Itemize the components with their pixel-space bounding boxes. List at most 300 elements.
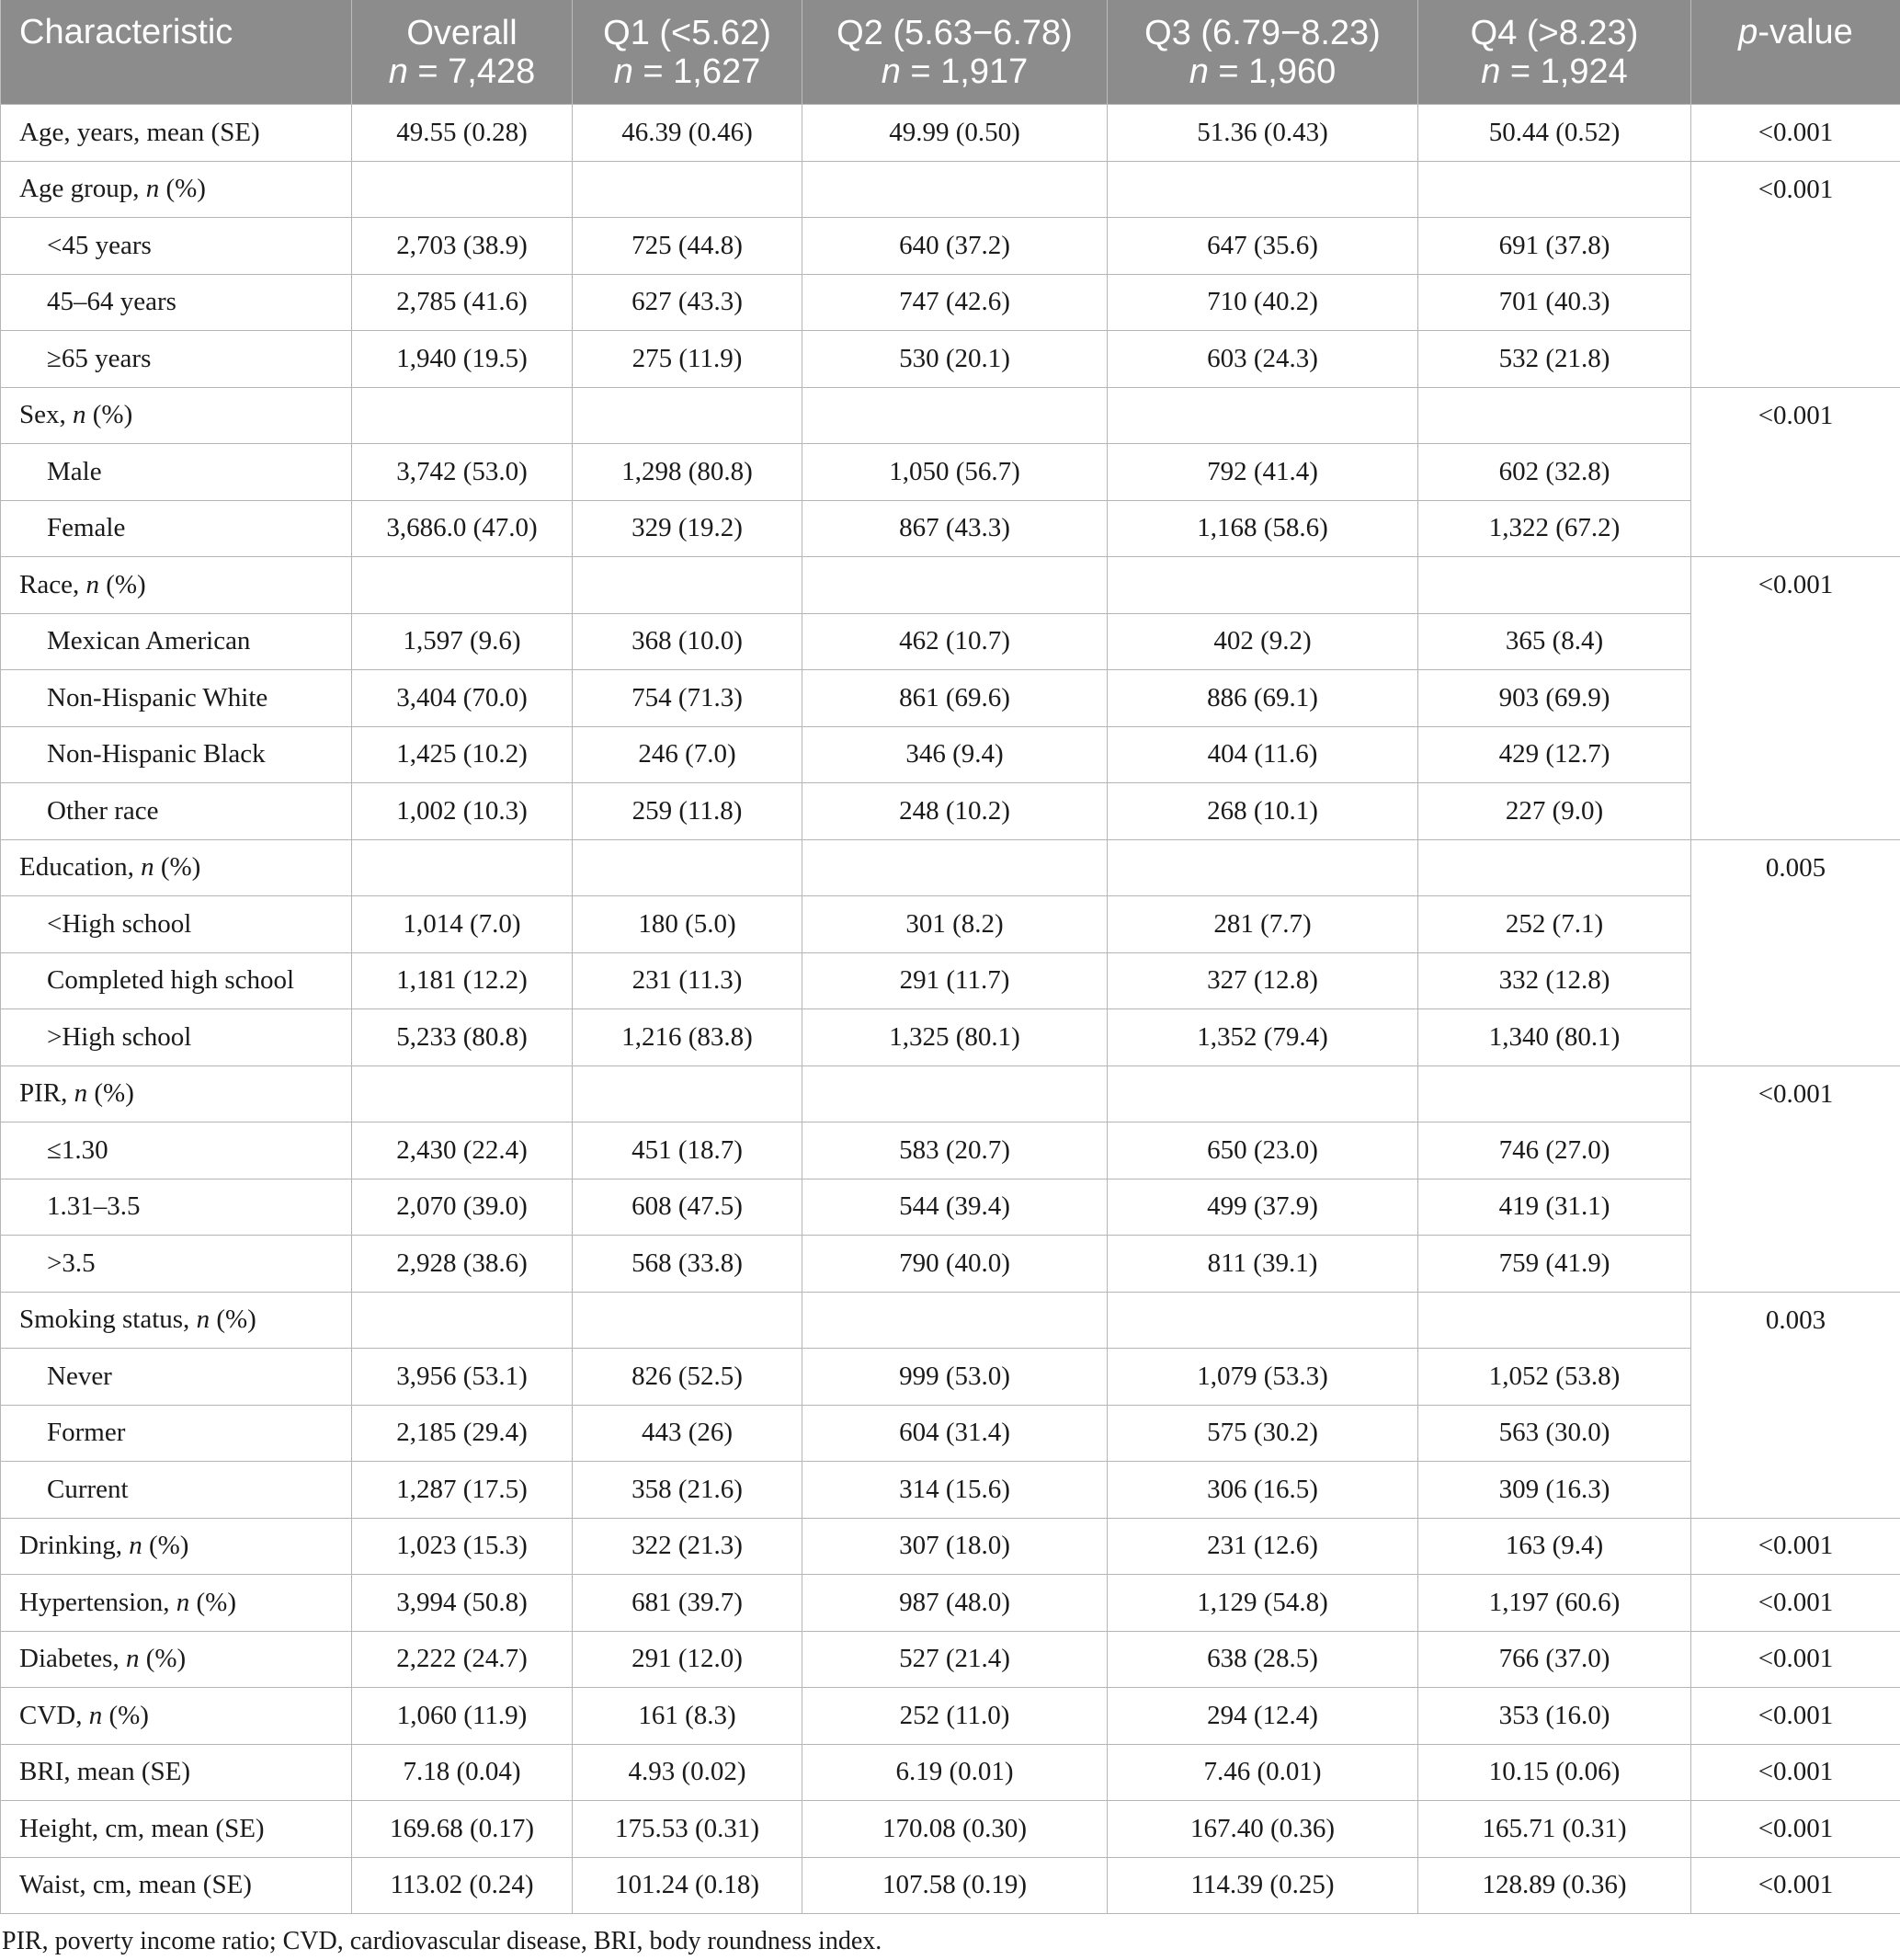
table-cell: 603 (24.3): [1108, 331, 1418, 388]
row-label: [1, 1292, 352, 1349]
row-label: [1, 1518, 352, 1575]
table-cell: [1418, 1065, 1691, 1122]
table-cell: 532 (21.8): [1418, 331, 1691, 388]
p-value-cell-empty: [1691, 670, 1900, 727]
row-label: [1, 557, 352, 614]
table-row: [1, 1236, 1900, 1293]
table-cell: 322 (21.3): [573, 1518, 802, 1575]
row-label-text: Current: [47, 1474, 129, 1504]
header-label: Characteristic: [19, 13, 233, 51]
sample-size-value: = 1,917: [910, 51, 1029, 91]
table-cell: 1,352 (79.4): [1108, 1009, 1418, 1066]
table-cell: 987 (48.0): [802, 1575, 1108, 1632]
table-cell: 3,686.0 (47.0): [352, 500, 573, 557]
sample-size-value: = 1,627: [643, 51, 761, 91]
row-label-text: 45–64 years: [47, 287, 176, 317]
table-cell: 353 (16.0): [1418, 1688, 1691, 1745]
table-cell: 1,129 (54.8): [1108, 1575, 1418, 1632]
n-symbol: n: [1189, 51, 1209, 91]
table-cell: 231 (12.6): [1108, 1518, 1418, 1575]
table-cell: 1,050 (56.7): [802, 444, 1108, 501]
table-cell: 301 (8.2): [802, 896, 1108, 953]
row-label: [1, 1179, 352, 1236]
table-cell: 180 (5.0): [573, 896, 802, 953]
table-row: [1, 896, 1900, 953]
row-label-suffix: (%): [102, 1700, 149, 1730]
table-row: [1, 783, 1900, 840]
table-row: [1, 1631, 1900, 1688]
table-cell: [802, 161, 1108, 218]
table-cell: 746 (27.0): [1418, 1122, 1691, 1179]
header-characteristic: [1, 0, 352, 105]
header-column-3: [802, 0, 1108, 105]
table-cell: 1,197 (60.6): [1418, 1575, 1691, 1632]
p-value-cell: <0.001: [1691, 161, 1900, 218]
table-cell: 167.40 (0.36): [1108, 1801, 1418, 1858]
row-label: [1, 726, 352, 783]
table-cell: 443 (26): [573, 1405, 802, 1462]
table-cell: 246 (7.0): [573, 726, 802, 783]
table-cell: 6.19 (0.01): [802, 1744, 1108, 1801]
table-cell: 259 (11.8): [573, 783, 802, 840]
table-cell: 766 (37.0): [1418, 1631, 1691, 1688]
table-cell: [1108, 387, 1418, 444]
table-cell: [1418, 1292, 1691, 1349]
table-cell: 1,216 (83.8): [573, 1009, 802, 1066]
p-value-cell: <0.001: [1691, 105, 1900, 162]
table-cell: 575 (30.2): [1108, 1405, 1418, 1462]
table-cell: [352, 387, 573, 444]
row-label-text: Height, cm, mean (SE): [19, 1813, 265, 1843]
p-value-cell-empty: [1691, 1462, 1900, 1519]
table-cell: [1418, 839, 1691, 896]
row-label-text: Male: [47, 456, 102, 486]
row-label: [1, 670, 352, 727]
p-value-cell-empty: [1691, 613, 1900, 670]
table-cell: 332 (12.8): [1418, 952, 1691, 1009]
p-value-cell: <0.001: [1691, 1631, 1900, 1688]
row-label-suffix: (%): [189, 1587, 236, 1617]
row-label-suffix: (%): [154, 852, 201, 883]
table-cell: 170.08 (0.30): [802, 1801, 1108, 1858]
table-cell: 306 (16.5): [1108, 1462, 1418, 1519]
table-cell: 51.36 (0.43): [1108, 105, 1418, 162]
row-label-text: >3.5: [47, 1248, 96, 1278]
row-label-text: Female: [47, 513, 126, 543]
p-value-cell-empty: [1691, 952, 1900, 1009]
row-label-suffix: (%): [139, 1644, 187, 1674]
row-label: [1, 613, 352, 670]
n-symbol: n: [145, 174, 160, 204]
n-symbol: n: [125, 1644, 140, 1674]
row-label-text: Hypertension,: [19, 1587, 176, 1617]
table-row: [1, 1857, 1900, 1914]
header-column-5: [1418, 0, 1691, 105]
n-symbol: n: [176, 1587, 190, 1617]
table-row: [1, 1122, 1900, 1179]
table-cell: 638 (28.5): [1108, 1631, 1418, 1688]
table-cell: 161 (8.3): [573, 1688, 802, 1745]
table-cell: 49.55 (0.28): [352, 105, 573, 162]
table-cell: 3,956 (53.1): [352, 1349, 573, 1406]
table-row: [1, 1575, 1900, 1632]
table-cell: [1108, 161, 1418, 218]
table-cell: 294 (12.4): [1108, 1688, 1418, 1745]
table-cell: 128.89 (0.36): [1418, 1857, 1691, 1914]
table-row: [1, 500, 1900, 557]
row-label: [1, 1009, 352, 1066]
row-label-text: CVD,: [19, 1700, 89, 1730]
table-cell: 7.18 (0.04): [352, 1744, 573, 1801]
table-cell: 291 (12.0): [573, 1631, 802, 1688]
p-value-cell-empty: [1691, 1179, 1900, 1236]
table-cell: 3,742 (53.0): [352, 444, 573, 501]
table-cell: 2,785 (41.6): [352, 274, 573, 331]
table-cell: [802, 387, 1108, 444]
p-value-cell-empty: [1691, 331, 1900, 388]
table-cell: 530 (20.1): [802, 331, 1108, 388]
table-cell: [1108, 557, 1418, 614]
table-cell: 4.93 (0.02): [573, 1744, 802, 1801]
table-footnote: PIR, poverty income ratio; CVD, cardiovascular disease, BRI, body roundness index.: [2, 1927, 882, 1955]
table-row: [1, 1292, 1900, 1349]
row-label-text: Never: [47, 1361, 112, 1391]
table-cell: 2,703 (38.9): [352, 218, 573, 275]
table-row: [1, 1801, 1900, 1858]
table-cell: 647 (35.6): [1108, 218, 1418, 275]
table-cell: 754 (71.3): [573, 670, 802, 727]
table-cell: 583 (20.7): [802, 1122, 1108, 1179]
row-label-text: Former: [47, 1418, 126, 1448]
table-cell: 790 (40.0): [802, 1236, 1108, 1293]
table-cell: 2,928 (38.6): [352, 1236, 573, 1293]
table-cell: [802, 557, 1108, 614]
table-cell: 1,597 (9.6): [352, 613, 573, 670]
table-cell: 1,052 (53.8): [1418, 1349, 1691, 1406]
row-label-text: ≤1.30: [47, 1134, 108, 1165]
row-label: [1, 1405, 352, 1462]
table-cell: 691 (37.8): [1418, 218, 1691, 275]
header-label: Q1 (<5.62): [603, 13, 771, 52]
table-row: [1, 1462, 1900, 1519]
row-label-suffix: (%): [87, 1078, 134, 1109]
n-symbol: n: [613, 51, 633, 91]
table-cell: [573, 839, 802, 896]
table-cell: 826 (52.5): [573, 1349, 802, 1406]
p-value-cell-empty: [1691, 274, 1900, 331]
table-row: [1, 105, 1900, 162]
table-cell: [573, 1065, 802, 1122]
row-label: [1, 1575, 352, 1632]
table-cell: 725 (44.8): [573, 218, 802, 275]
p-value-cell-empty: [1691, 1122, 1900, 1179]
table-cell: 1,079 (53.3): [1108, 1349, 1418, 1406]
header-sample-size: [1108, 52, 1417, 91]
row-label-text: Waist, cm, mean (SE): [19, 1870, 252, 1900]
header-sample-size: [573, 52, 802, 91]
table-cell: 462 (10.7): [802, 613, 1108, 670]
table-cell: 1,287 (17.5): [352, 1462, 573, 1519]
table-row: [1, 331, 1900, 388]
n-symbol: n: [73, 400, 86, 430]
table-cell: 368 (10.0): [573, 613, 802, 670]
table-cell: 46.39 (0.46): [573, 105, 802, 162]
table-cell: 281 (7.7): [1108, 896, 1418, 953]
row-label-suffix: (%): [142, 1531, 189, 1561]
table-cell: 627 (43.3): [573, 274, 802, 331]
header-label: Q3 (6.79−8.23): [1144, 13, 1381, 52]
table-cell: 527 (21.4): [802, 1631, 1108, 1688]
table-cell: 165.71 (0.31): [1418, 1801, 1691, 1858]
row-label-text: <High school: [47, 908, 192, 939]
table-row: [1, 274, 1900, 331]
table-cell: 568 (33.8): [573, 1236, 802, 1293]
p-value-cell-empty: [1691, 1236, 1900, 1293]
table-cell: [802, 1065, 1108, 1122]
table-row: [1, 444, 1900, 501]
row-label: [1, 1688, 352, 1745]
table-row: [1, 1349, 1900, 1406]
row-label: [1, 105, 352, 162]
table-cell: 608 (47.5): [573, 1179, 802, 1236]
table-row: [1, 952, 1900, 1009]
table-row: [1, 161, 1900, 218]
row-label: [1, 783, 352, 840]
table-cell: 1,002 (10.3): [352, 783, 573, 840]
n-symbol: n: [141, 852, 154, 883]
n-symbol: n: [88, 1700, 103, 1730]
table-cell: [352, 557, 573, 614]
table-cell: 861 (69.6): [802, 670, 1108, 727]
row-label: [1, 952, 352, 1009]
table-cell: 163 (9.4): [1418, 1518, 1691, 1575]
table-cell: 1,168 (58.6): [1108, 500, 1418, 557]
table-cell: 365 (8.4): [1418, 613, 1691, 670]
table-cell: 2,070 (39.0): [352, 1179, 573, 1236]
row-label: [1, 1349, 352, 1406]
p-value-cell-empty: [1691, 444, 1900, 501]
row-label: [1, 1236, 352, 1293]
row-label-text: Sex,: [19, 400, 73, 430]
table-cell: 175.53 (0.31): [573, 1801, 802, 1858]
table-cell: 710 (40.2): [1108, 274, 1418, 331]
table-cell: 358 (21.6): [573, 1462, 802, 1519]
table-cell: 114.39 (0.25): [1108, 1857, 1418, 1914]
table-cell: 7.46 (0.01): [1108, 1744, 1418, 1801]
p-value-cell-empty: [1691, 726, 1900, 783]
table-cell: 307 (18.0): [802, 1518, 1108, 1575]
row-label-text: Drinking,: [19, 1531, 130, 1561]
table-row: [1, 1009, 1900, 1066]
table-cell: [573, 161, 802, 218]
sample-size-value: = 7,428: [417, 51, 536, 91]
row-label: [1, 1122, 352, 1179]
row-label: [1, 444, 352, 501]
table-cell: [573, 387, 802, 444]
p-value-cell-empty: [1691, 1405, 1900, 1462]
table-cell: 640 (37.2): [802, 218, 1108, 275]
table-cell: 604 (31.4): [802, 1405, 1108, 1462]
row-label-text: PIR,: [19, 1078, 74, 1109]
table-row: [1, 1744, 1900, 1801]
row-label-text: ≥65 years: [47, 343, 152, 373]
header-label: Q2 (5.63−6.78): [836, 13, 1073, 52]
row-label: [1, 896, 352, 953]
table-cell: 169.68 (0.17): [352, 1801, 573, 1858]
header-p-value: [1691, 0, 1900, 105]
table-header-row: [1, 0, 1900, 105]
row-label: [1, 500, 352, 557]
table-cell: 2,185 (29.4): [352, 1405, 573, 1462]
table-cell: 1,060 (11.9): [352, 1688, 573, 1745]
p-value-label: -value: [1758, 13, 1853, 51]
table-row: [1, 557, 1900, 614]
row-label-text: Education,: [19, 852, 142, 883]
row-label-text: Age group,: [19, 174, 146, 204]
table-cell: 248 (10.2): [802, 783, 1108, 840]
p-value-cell: <0.001: [1691, 1065, 1900, 1122]
table-cell: 275 (11.9): [573, 331, 802, 388]
table-cell: [573, 557, 802, 614]
row-label-text: 1.31–3.5: [47, 1191, 141, 1222]
header-column-4: [1108, 0, 1418, 105]
n-symbol: n: [129, 1531, 142, 1561]
n-symbol: n: [85, 569, 99, 599]
row-label-text: >High school: [47, 1021, 192, 1052]
table-cell: 309 (16.3): [1418, 1462, 1691, 1519]
row-label-suffix: (%): [159, 174, 206, 204]
header-label: Overall: [406, 13, 518, 52]
table-cell: [1418, 161, 1691, 218]
sample-size-value: = 1,960: [1218, 51, 1337, 91]
table-cell: [573, 1292, 802, 1349]
p-value-cell: <0.001: [1691, 1688, 1900, 1745]
table-cell: 544 (39.4): [802, 1179, 1108, 1236]
table-cell: 1,181 (12.2): [352, 952, 573, 1009]
table-cell: 291 (11.7): [802, 952, 1108, 1009]
header-sample-size: [802, 52, 1107, 91]
table-cell: 1,325 (80.1): [802, 1009, 1108, 1066]
row-label-text: Diabetes,: [19, 1644, 126, 1674]
p-value-cell: 0.003: [1691, 1292, 1900, 1349]
table-cell: 886 (69.1): [1108, 670, 1418, 727]
table-row: [1, 1065, 1900, 1122]
p-value-cell: <0.001: [1691, 1575, 1900, 1632]
table-cell: [802, 1292, 1108, 1349]
table-cell: 701 (40.3): [1418, 274, 1691, 331]
table-body: [1, 105, 1900, 1914]
table-cell: [352, 161, 573, 218]
header-label: Q4 (>8.23): [1470, 13, 1639, 52]
table-cell: [1108, 839, 1418, 896]
row-label: [1, 1857, 352, 1914]
n-symbol: n: [388, 51, 408, 91]
table-cell: 419 (31.1): [1418, 1179, 1691, 1236]
table-cell: 346 (9.4): [802, 726, 1108, 783]
p-value-cell-empty: [1691, 1009, 1900, 1066]
row-label: [1, 1801, 352, 1858]
row-label: [1, 1744, 352, 1801]
p-symbol: p: [1738, 13, 1758, 51]
row-label: [1, 1462, 352, 1519]
table-cell: 999 (53.0): [802, 1349, 1108, 1406]
table-cell: 314 (15.6): [802, 1462, 1108, 1519]
row-label: [1, 331, 352, 388]
row-label-text: Completed high school: [47, 965, 295, 996]
header-sample-size: [1418, 52, 1690, 91]
row-label-text: Mexican American: [47, 626, 251, 656]
table-cell: 49.99 (0.50): [802, 105, 1108, 162]
n-symbol: n: [881, 51, 901, 91]
header-column-1: [352, 0, 573, 105]
table-cell: 563 (30.0): [1418, 1405, 1691, 1462]
table-cell: [352, 1292, 573, 1349]
table-cell: 1,340 (80.1): [1418, 1009, 1691, 1066]
table-cell: [802, 839, 1108, 896]
p-value-cell-empty: [1691, 896, 1900, 953]
row-label-text: Age, years, mean (SE): [19, 117, 260, 147]
table-cell: [1418, 387, 1691, 444]
table-cell: 499 (37.9): [1108, 1179, 1418, 1236]
p-value-cell: <0.001: [1691, 387, 1900, 444]
table-cell: 747 (42.6): [802, 274, 1108, 331]
table-cell: 252 (7.1): [1418, 896, 1691, 953]
header-sample-size: [352, 52, 572, 91]
table-cell: 268 (10.1): [1108, 783, 1418, 840]
table-cell: 2,222 (24.7): [352, 1631, 573, 1688]
table-cell: 1,023 (15.3): [352, 1518, 573, 1575]
n-symbol: n: [1481, 51, 1501, 91]
table-cell: 1,940 (19.5): [352, 331, 573, 388]
table-cell: [1108, 1292, 1418, 1349]
table-cell: 1,014 (7.0): [352, 896, 573, 953]
p-value-cell-empty: [1691, 218, 1900, 275]
row-label: [1, 387, 352, 444]
table-row: [1, 1518, 1900, 1575]
n-symbol: n: [196, 1305, 210, 1335]
row-label: [1, 1065, 352, 1122]
table-cell: 903 (69.9): [1418, 670, 1691, 727]
table-cell: 113.02 (0.24): [352, 1857, 573, 1914]
table-cell: [1108, 1065, 1418, 1122]
row-label-text: Non-Hispanic Black: [47, 739, 266, 769]
table-cell: 231 (11.3): [573, 952, 802, 1009]
table-cell: 451 (18.7): [573, 1122, 802, 1179]
table-cell: 107.58 (0.19): [802, 1857, 1108, 1914]
row-label-text: Other race: [47, 795, 159, 826]
table-cell: 1,425 (10.2): [352, 726, 573, 783]
table-row: [1, 1405, 1900, 1462]
table-cell: 681 (39.7): [573, 1575, 802, 1632]
table-cell: 227 (9.0): [1418, 783, 1691, 840]
table-cell: 1,298 (80.8): [573, 444, 802, 501]
row-label-suffix: (%): [85, 400, 133, 430]
n-symbol: n: [74, 1078, 88, 1109]
row-label: [1, 839, 352, 896]
table-cell: 50.44 (0.52): [1418, 105, 1691, 162]
sample-size-value: = 1,924: [1509, 51, 1628, 91]
p-value-cell: 0.005: [1691, 839, 1900, 896]
p-value-cell: <0.001: [1691, 1744, 1900, 1801]
row-label-text: Smoking status,: [19, 1305, 197, 1335]
table-cell: 1,322 (67.2): [1418, 500, 1691, 557]
table-cell: 5,233 (80.8): [352, 1009, 573, 1066]
table-cell: 792 (41.4): [1108, 444, 1418, 501]
row-label-text: Non-Hispanic White: [47, 682, 268, 712]
table-cell: 404 (11.6): [1108, 726, 1418, 783]
table-row: [1, 670, 1900, 727]
table-row: [1, 387, 1900, 444]
